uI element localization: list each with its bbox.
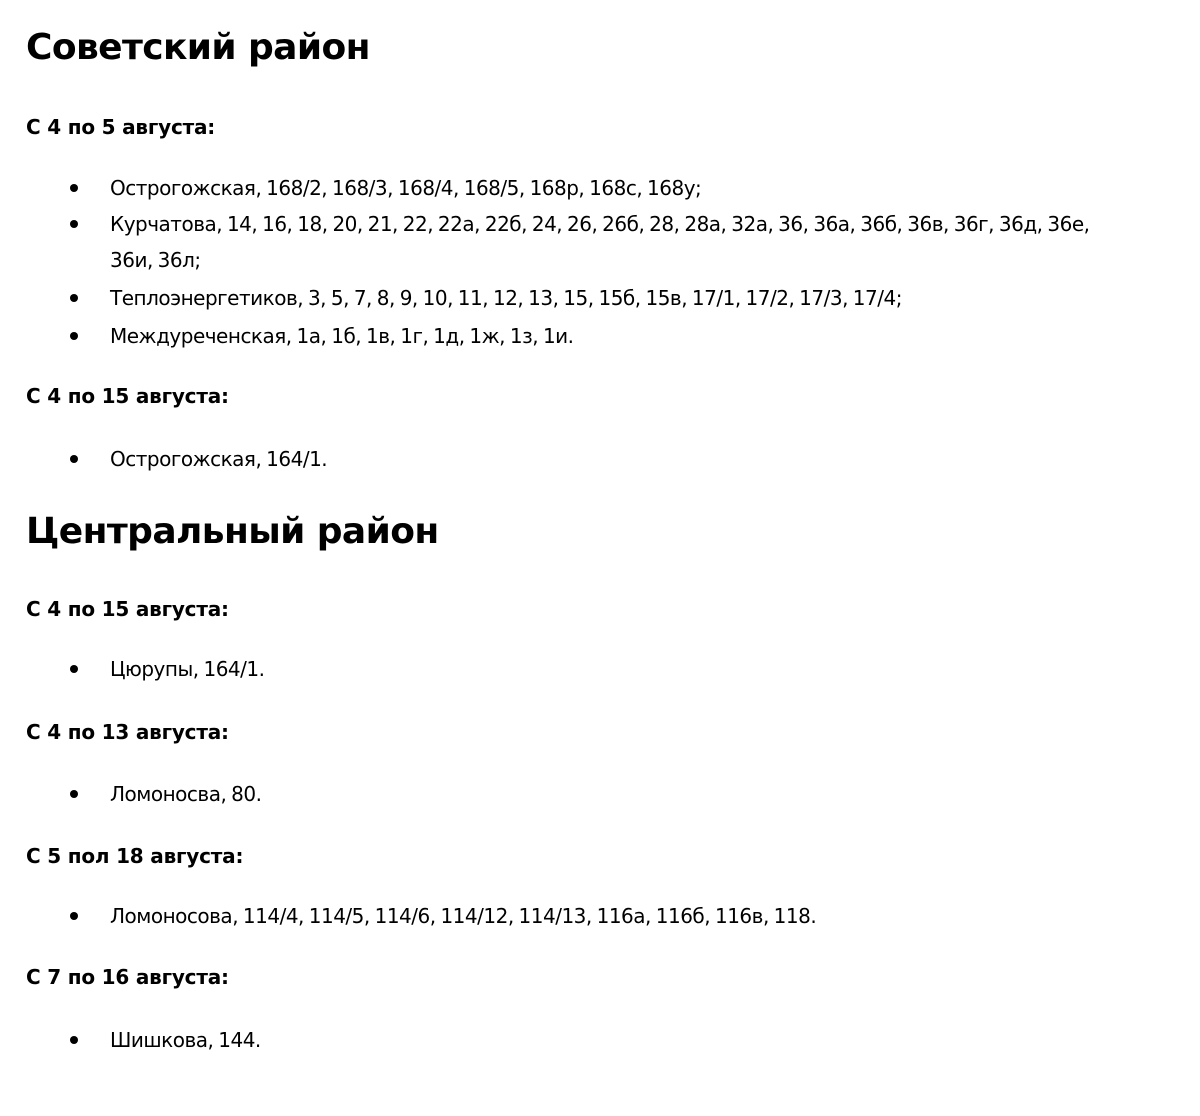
list-item-text: Шишкова, 144.	[110, 1028, 261, 1052]
list-item-text: Теплоэнергетиков, 3, 5, 7, 8, 9, 10, 11, 12, 13, 15, 15б, 15в, 17/1, 17/2, 17/3, 17/4;	[110, 286, 902, 310]
bullet-icon	[70, 665, 78, 673]
list-item-text: Цюрупы, 164/1.	[110, 657, 265, 681]
period-heading: С 4 по 15 августа:	[26, 597, 229, 621]
bullet-icon	[70, 184, 78, 192]
period-heading: С 5 пол 18 августа:	[26, 844, 244, 868]
period-heading: С 4 по 15 августа:	[26, 384, 229, 408]
list-item-text: Курчатова, 14, 16, 18, 20, 21, 22, 22а, 22б, 24, 26, 26б, 28, 28а, 32а, 36, 36а, 36б, 36в, 36г, 36д, 36е, 36и, 36л;	[110, 212, 1090, 272]
bullet-icon	[70, 790, 78, 798]
list-item-text: Ломоносова, 114/4, 114/5, 114/6, 114/12, 114/13, 116а, 116б, 116в, 118.	[110, 904, 817, 928]
list-item-text: Ломоносва, 80.	[110, 782, 262, 806]
bullet-icon	[70, 912, 78, 920]
list-item-text: Острогожская, 168/2, 168/3, 168/4, 168/5, 168р, 168с, 168у;	[110, 176, 702, 200]
period-heading: С 4 по 5 августа:	[26, 115, 216, 139]
bullet-icon	[70, 332, 78, 340]
period-heading: С 4 по 13 августа:	[26, 720, 229, 744]
list-item-text: Острогожская, 164/1.	[110, 447, 328, 471]
district-heading-sovetsky: Советский район	[26, 27, 370, 68]
period-heading: С 7 по 16 августа:	[26, 965, 229, 989]
bullet-icon	[70, 1036, 78, 1044]
district-heading-centralny: Центральный район	[26, 511, 439, 552]
list-item-text: Междуреченская, 1а, 1б, 1в, 1г, 1д, 1ж, 1з, 1и.	[110, 324, 574, 348]
bullet-icon	[70, 455, 78, 463]
bullet-icon	[70, 294, 78, 302]
bullet-icon	[70, 220, 78, 228]
